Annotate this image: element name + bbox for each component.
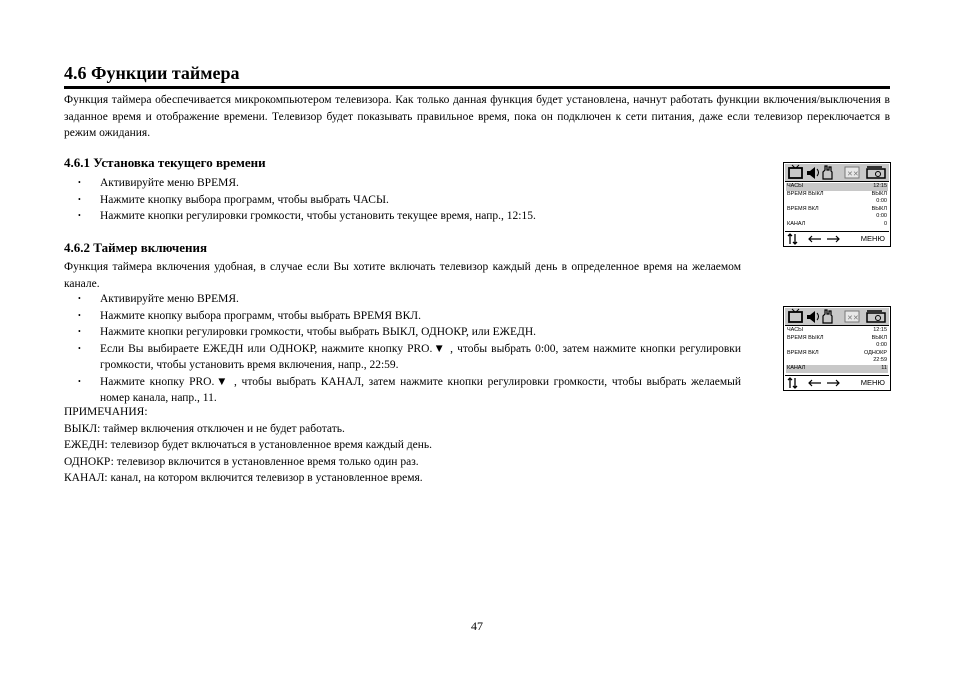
osd-rows: [786, 327, 888, 373]
list-item: • Нажмите кнопки регулировки громкости, чтобы установить текущее время, напр., 12:15.: [64, 208, 741, 225]
nav-arrows-icon: [787, 377, 847, 389]
nav-arrows-icon: [787, 233, 847, 245]
list-item: • Активируйте меню ВРЕМЯ.: [64, 175, 741, 192]
osd-row-on-time: ВРЕМЯ ВКЛ ВЫКЛ: [787, 205, 887, 212]
note-line: КАНАЛ: канал, на котором включится телевизор в установленное время.: [64, 472, 423, 484]
osd-row-on-time-value: 0:00: [876, 213, 887, 220]
clock-steps: [64, 175, 741, 225]
osd-footer: [785, 375, 889, 389]
on-timer-steps: [64, 291, 741, 407]
list-item: • Нажмите кнопку выбора программ, чтобы выбрать ЧАСЫ.: [64, 192, 741, 209]
list-item: • Если Вы выбираете ЕЖЕДН или ОДНОКР, нажмите кнопку PRO.▼ , чтобы выбрать 0:00, затем нажмите кнопки регулировки громкости, чтобы установить время включения, напр., 22:59.: [64, 341, 741, 374]
note-line: ЕЖЕДН: телевизор будет включаться в установленное время каждый день.: [64, 439, 432, 451]
subsection-title-clock: 4.6.1 Установка текущего времени: [64, 155, 266, 170]
note-line: ВЫКЛ: таймер включения отключен и не будет работать.: [64, 422, 345, 435]
lock-icon: [845, 167, 859, 178]
osd-icon-bar: [785, 308, 889, 326]
osd-icon-bar: [785, 164, 889, 182]
hand-icon: [823, 310, 832, 323]
list-item: • Нажмите кнопку выбора программ, чтобы выбрать ВРЕМЯ ВКЛ.: [64, 308, 741, 325]
svg-text:✕✕: ✕✕: [847, 315, 859, 322]
page-number: 47: [471, 619, 483, 633]
osd-row-channel: КАНАЛ 11: [787, 364, 887, 371]
section-intro: Функция таймера обеспечивается микрокомпьютером телевизора. Как только данная функция будет установлена, начнут работать функции включения/выключения в заданное время и отображение времени. Телевизор будет показывать правильное время, пока он подключен к сети питания, даже если телевизор переключается в режим ожидания.: [64, 94, 890, 139]
osd-menu-label: МЕНЮ: [860, 234, 885, 243]
timer-icon: [867, 311, 885, 322]
osd-row-off-time-value: 0:00: [876, 198, 887, 205]
osd-row-clock: ЧАСЫ 12:15: [787, 183, 887, 189]
osd-footer: [785, 231, 889, 245]
notes-heading: ПРИМЕЧАНИЯ:: [64, 406, 148, 418]
speaker-icon: [807, 311, 819, 323]
subsection-title-on-timer: 4.6.2 Таймер включения: [64, 240, 208, 255]
lock-icon: [845, 311, 859, 322]
osd-time-menu-channel: [783, 306, 891, 391]
osd-row-off-time: ВРЕМЯ ВЫКЛ ВЫКЛ: [787, 334, 887, 341]
list-item: • Нажмите кнопку PRO.▼ , чтобы выбрать КАНАЛ, затем нажмите кнопки регулировки громкости, чтобы выбрать желаемый номер канала, напр., 11.: [64, 374, 741, 407]
osd-row-channel: КАНАЛ 0: [787, 220, 887, 227]
osd-row-on-time-value: 22:59: [873, 357, 887, 364]
osd-row-off-time: ВРЕМЯ ВЫКЛ ВЫКЛ: [787, 190, 887, 197]
title-rule: [64, 86, 890, 89]
osd-row-off-time-value: 0:00: [876, 342, 887, 349]
osd-row-on-time: ВРЕМЯ ВКЛ ОДНОКР: [787, 349, 887, 356]
osd-menu-label: МЕНЮ: [860, 378, 885, 387]
section-title: 4.6 Функции таймера: [64, 63, 240, 83]
tv-icon: [789, 309, 802, 322]
osd-row-clock: ЧАСЫ 12:15: [787, 327, 887, 333]
note-line: ОДНОКР: телевизор включится в установленное время только один раз.: [64, 455, 419, 468]
tv-icon: [789, 165, 802, 178]
hand-icon: [823, 166, 832, 179]
timer-icon: [867, 167, 885, 178]
on-timer-intro: Функция таймера включения удобная, в случае если Вы хотите включать телевизор каждый день в определенное время на желаемом канале.: [64, 261, 741, 290]
list-item: • Нажмите кнопки регулировки громкости, чтобы выбрать ВЫКЛ, ОДНОКР, или ЕЖЕДН.: [64, 324, 741, 341]
speaker-icon: [807, 167, 819, 179]
list-item: • Активируйте меню ВРЕМЯ.: [64, 291, 741, 308]
svg-text:✕✕: ✕✕: [847, 171, 859, 178]
notes: [64, 404, 741, 487]
osd-time-menu-clock: [783, 162, 891, 247]
osd-rows: [786, 183, 888, 229]
